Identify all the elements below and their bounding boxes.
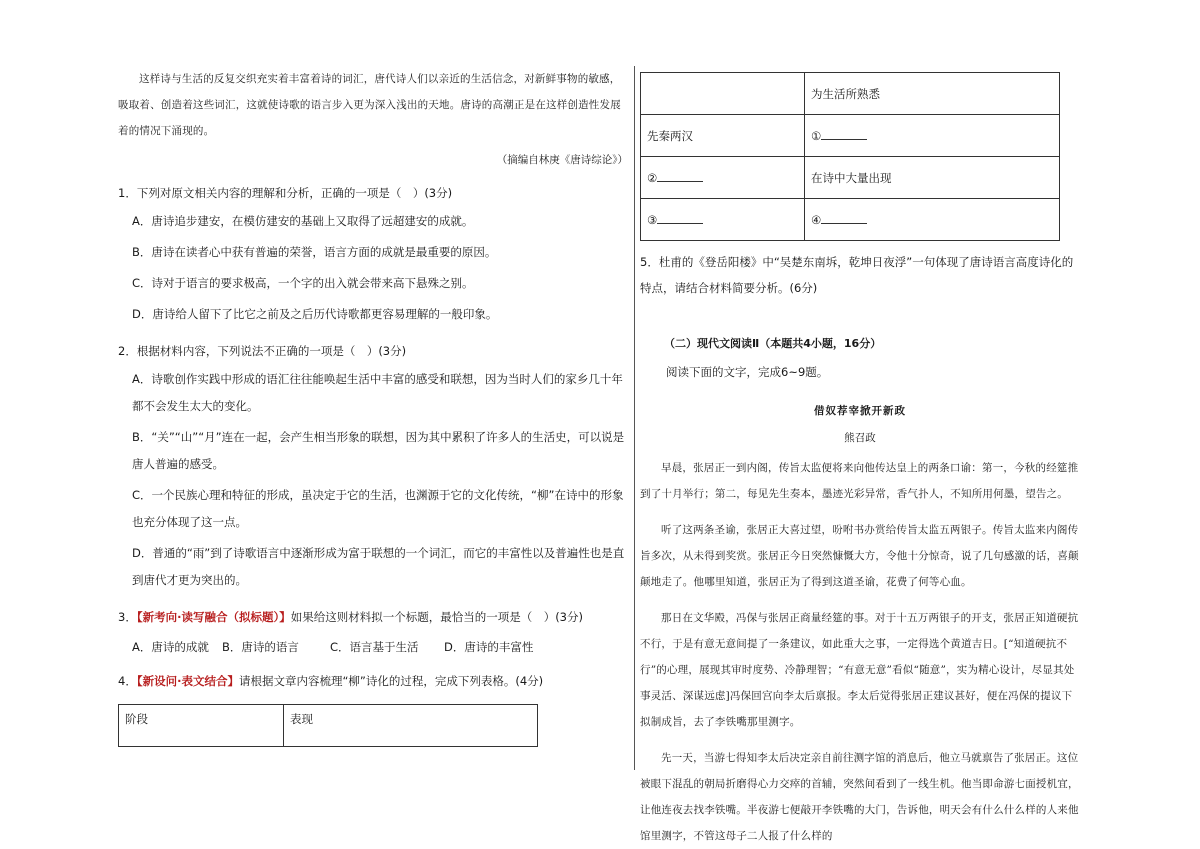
right-column — [640, 72, 1080, 849]
question-1-option-b: B．唐诗在读者心中获有普遍的荣誉，语言方面的成就是最重要的原因。 — [132, 245, 497, 259]
table-cell-blank[interactable] — [805, 199, 1060, 241]
table-row — [641, 157, 1060, 199]
answer-blank[interactable] — [657, 170, 703, 182]
table-cell: 先秦两汉 — [641, 115, 805, 157]
question-3-option-a: A．唐诗的成就 — [132, 640, 209, 654]
table-row — [641, 115, 1060, 157]
question-2-option-c: C．一个民族心理和特征的形成，虽决定于它的生活，也渊源于它的文化传统，“柳”在诗中的形象也充分体现了这一点。 — [132, 488, 624, 529]
intro-paragraph: 这样诗与生活的反复交织充实着丰富着诗的词汇，唐代诗人们以亲近的生活信念，对新鲜事物的敏感，吸取着、创造着这些词汇，这就使诗歌的语言步入更为深入浅出的天地。唐诗的高潮正是在这样创造性发展着的情况下涌现的。 — [118, 73, 621, 137]
question-5-title: 5．杜甫的《登岳阳楼》中“吴楚东南坼，乾坤日夜浮”一句体现了唐诗语言高度诗化的特点，请结合材料简要分析。(6分) — [640, 255, 1074, 295]
section-2-instruction: 阅读下面的文字，完成6~9题。 — [666, 365, 829, 379]
table-cell-blank[interactable] — [805, 115, 1060, 157]
question-4 — [118, 670, 628, 747]
question-3-tag: 【新考向·读写融合（拟标题）】 — [136, 610, 291, 624]
question-1 — [118, 182, 628, 328]
question-4-table-body — [640, 72, 1060, 241]
question-3-option-c: C．语言基于生活 — [330, 640, 419, 654]
table-cell: 为生活所熟悉 — [805, 73, 1060, 115]
question-2-option-a: A．诗歌创作实践中形成的语汇往往能唤起生活中丰富的感受和联想，因为当时人们的家乡几十年都不会发生太大的变化。 — [132, 372, 623, 413]
article-title: 借奴荐宰掀开新政 — [814, 405, 906, 417]
blank-marker: ② — [647, 171, 658, 185]
table-header-performance: 表现 — [284, 705, 538, 747]
question-2-option-d: D．普通的“雨”到了诗歌语言中逐渐形成为富于联想的一个词汇，而它的丰富性以及普遍性也是直到唐代才更为突出的。 — [132, 546, 625, 587]
article-paragraph: 听了这两条圣谕，张居正大喜过望，吩咐书办赏给传旨太监五两银子。传旨太监来内阁传旨多次，从未得到奖赏。张居正今日突然慷慨大方，令他十分惊奇，说了几句感激的话，喜颠颠地走了。他哪里知道，张居正为了得到这道圣谕，花费了何等心血。 — [640, 524, 1079, 588]
question-3-options — [118, 636, 628, 658]
question-4-tag: 【新设问·表文结合】 — [136, 674, 239, 688]
article-paragraph: 那日在文华殿，冯保与张居正商量经筵的事。对于十五万两银子的开支，张居正知道硬抗不行，于是有意无意间提了一条建议，如此重大之事，一定得选个黄道吉日。[“知道硬抗不行”的心理，展现其审时度势、冷静理智；“有意无意”看似“随意”，实为精心设计，尽显其处事灵活、深谋远虑]冯保回宫向李太后禀报。李太后觉得张居正建议甚好，便在冯保的提议下拟制成旨，去了李铁嘴那里测字。 — [640, 612, 1079, 728]
question-3-title: 如果给这则材料拟一个标题，最恰当的一项是（ ）(3分) — [290, 610, 583, 624]
column-divider — [634, 66, 635, 770]
question-3-option-b: B．唐诗的语言 — [222, 640, 299, 654]
table-cell — [641, 73, 805, 115]
source-citation: （摘编自林庚《唐诗综论》） — [496, 154, 628, 166]
question-3-option-d: D．唐诗的丰富性 — [444, 640, 534, 654]
blank-marker: ③ — [647, 213, 658, 227]
article-body — [640, 455, 1080, 849]
answer-blank[interactable] — [821, 128, 867, 140]
intro-block — [118, 66, 628, 170]
question-4-table-header — [118, 704, 538, 747]
table-row — [641, 199, 1060, 241]
answer-blank[interactable] — [657, 212, 703, 224]
table-row — [119, 705, 538, 747]
article-author: 熊召政 — [844, 432, 876, 444]
article-paragraph: 先一天，当游七得知李太后决定亲自前往测字馆的消息后，他立马就禀告了张居正。这位被眼下混乱的朝局折磨得心力交瘁的首辅，突然间看到了一线生机。他当即命游七面授机宜，让他连夜去找李铁嘴。半夜游七便敲开李铁嘴的大门，告诉他，明天会有什么什么样的人来他馆里测字，不管这母子二人报了什么样的 — [640, 752, 1079, 842]
question-1-title: 1．下列对原文相关内容的理解和分析，正确的一项是（ ）(3分) — [118, 186, 453, 200]
question-1-option-a: A．唐诗追步建安，在模仿建安的基础上又取得了远超建安的成就。 — [132, 214, 474, 228]
blank-marker: ① — [811, 129, 822, 143]
question-1-option-c: C．诗对于语言的要求极高，一个字的出入就会带来高下悬殊之别。 — [132, 276, 474, 290]
question-3 — [118, 606, 628, 658]
question-4-title-line: 4．【新设问·表文结合】请根据文章内容梳理“柳”诗化的过程，完成下列表格。(4分) — [118, 674, 544, 688]
table-row — [641, 73, 1060, 115]
table-header-stage: 阶段 — [119, 705, 284, 747]
table-cell: 在诗中大量出现 — [805, 157, 1060, 199]
section-2-heading: （二）现代文阅读Ⅱ（本题共4小题，16分） — [664, 337, 882, 350]
answer-blank[interactable] — [821, 212, 867, 224]
article-paragraph: 早晨，张居正一到内阁，传旨太监便将来向他传达皇上的两条口谕：第一，今秋的经筵推到了十月举行；第二，每见先生奏本，墨迹光彩异常，香气扑人，不知所用何墨，望告之。 — [640, 462, 1079, 500]
question-2-option-b: B．“关”“山”“月”连在一起，会产生相当形象的联想，因为其中累积了许多人的生活史，可以说是唐人普遍的感受。 — [132, 430, 625, 471]
blank-marker: ④ — [811, 213, 822, 227]
question-2-title: 2．根据材料内容，下列说法不正确的一项是（ ）(3分) — [118, 344, 407, 358]
question-4-title: 请根据文章内容梳理“柳”诗化的过程，完成下列表格。(4分) — [238, 674, 544, 688]
table-cell-blank[interactable] — [641, 157, 805, 199]
question-2 — [118, 340, 628, 594]
left-column — [118, 66, 628, 747]
table-cell-blank[interactable] — [641, 199, 805, 241]
question-1-option-d: D．唐诗给人留下了比它之前及之后历代诗歌都更容易理解的一般印象。 — [132, 307, 498, 321]
question-3-title-line: 3．【新考向·读写融合（拟标题）】如果给这则材料拟一个标题，最恰当的一项是（ ）(3分) — [118, 610, 583, 624]
